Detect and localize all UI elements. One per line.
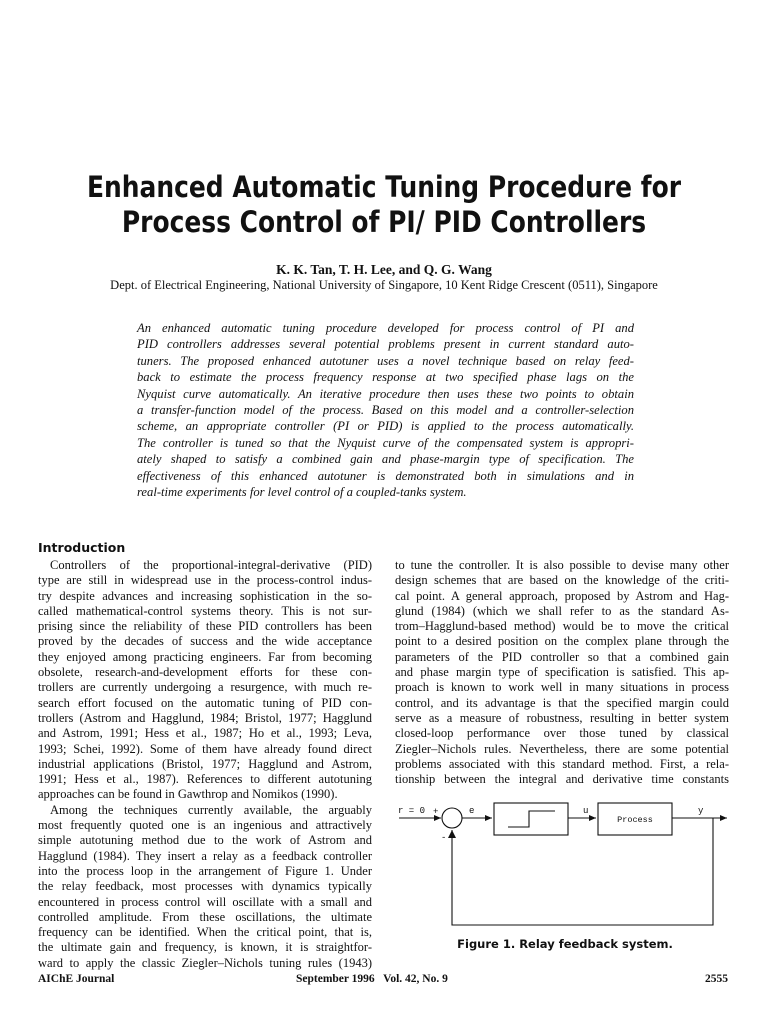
body-line: closed-loop performance over those tuned by classical	[395, 726, 729, 741]
page-number: 2555	[705, 973, 728, 985]
body-line: to tune the controller. It is also possible to devise many other	[395, 558, 729, 572]
abstract-line: Nyquist curve automatically. An iterative procedure then uses these two points to obtain	[137, 386, 634, 401]
body-line: and Astrom, 1991; Hess et al., 1987; Ho et al., 1993; Leva,	[38, 726, 372, 741]
abstract-line: back to estimate the process frequency response at two specified phase lags on the	[137, 370, 634, 385]
body-line: tionship between the integral and derivative time constants	[395, 772, 729, 787]
body-line: 1991; Hess et al., 1987). References to different autotuning	[38, 772, 372, 787]
body-line: Hagglund (1984). They insert a relay as a feedback controller	[38, 848, 372, 863]
body-line: encountered in process control will oscillate with a small and	[38, 894, 372, 909]
issue-info: September 1996 Vol. 42, No. 9	[296, 973, 448, 985]
body-line: trollers are currently undergoing a resurgence, with much re-	[38, 680, 372, 695]
body-line: point to a desired position on the complex plane through the	[395, 634, 729, 649]
body-line: most frequently quoted one is an ingenious and attractively	[38, 818, 372, 833]
relay-feedback-diagram	[395, 768, 735, 936]
body-line: try despite advances and increasing sophistication in the so-	[38, 588, 372, 603]
journal-name: AIChE Journal	[38, 973, 115, 985]
body-line: and phase margin type of specification is satisfied. This ap-	[395, 665, 729, 680]
abstract-line: The controller is tuned so that the Nyquist curve of the compensated system is appropri-	[137, 435, 634, 450]
plus-sign: +	[433, 807, 439, 817]
author-list: K. K. Tan, T. H. Lee, and Q. G. Wang	[276, 262, 492, 277]
body-line: problems associated with this standard method. First, a rela-	[395, 756, 729, 771]
abstract-line: An enhanced automatic tuning procedure developed for process control of PI and	[137, 321, 634, 335]
body-line: simple autotuning method due to the work of Astrom and	[38, 833, 372, 848]
abstract-line: a transfer-function model of the process. Based on this model and a controller-selection	[137, 403, 634, 418]
minus-sign: -	[441, 833, 447, 843]
body-line: prising since the reliability of these PID controllers has been	[38, 619, 372, 634]
body-line: the ultimate gain and frequency, is known, it is straightfor-	[38, 940, 372, 955]
figure-caption: Figure 1. Relay feedback system.	[457, 937, 673, 951]
title-line-2: Process Control of PI/ PID Controllers	[121, 205, 647, 239]
error-label: e	[469, 806, 475, 816]
control-label: u	[583, 806, 589, 816]
abstract-line: PID controllers addresses several potential problems present in current standard auto-	[137, 337, 634, 352]
summing-junction	[442, 808, 462, 828]
body-line: proved by the decades of success and the wide acceptance	[38, 634, 372, 649]
body-line: controlled amplitude. From these oscillations, the ultimate	[38, 909, 372, 924]
body-line: cal point. A general approach, proposed by Astrom and Hag-	[395, 588, 729, 603]
body-line: control, and its advantage is that the specified margin could	[395, 695, 729, 710]
body-line: Controllers of the proportional-integral-derivative (PID)	[50, 558, 372, 572]
abstract-line: scheme, an appropriate controller (PI or PID) is applied to the process automatically.	[137, 419, 634, 434]
body-line: frequency can be identified. When the critical point, that is,	[38, 925, 372, 940]
section-heading-introduction: Introduction	[38, 540, 126, 555]
relay-block	[494, 803, 568, 835]
body-line: ward to apply the classic Ziegler–Nichols tuning rules (1943)	[38, 955, 372, 970]
body-line: industrial applications (Bristol, 1977; Hagglund and Astrom,	[38, 756, 372, 771]
body-line: approaches can be found in Gawthrop and Nomikos (1990).	[38, 787, 338, 802]
reference-label: r = 0	[398, 806, 426, 816]
body-line: called mathematical-control systems theory. This is not sur-	[38, 603, 372, 618]
body-line: glund (1984) (which we shall refer to as the standard As-	[395, 603, 729, 618]
body-line: Ziegler–Nichols rules. Nevertheless, there are some potential	[395, 741, 729, 756]
body-line: obsolete, research-and-development efforts for these con-	[38, 665, 372, 680]
body-column-right	[395, 558, 729, 787]
relay-symbol	[508, 811, 555, 827]
body-line: search effort focused on the automatic tuning of PID con-	[38, 695, 372, 710]
body-line: Among the techniques currently available, the arguably	[50, 802, 372, 817]
affiliation: Dept. of Electrical Engineering, National University of Singapore, 10 Kent Ridge Crescent (0511), Singapore	[110, 278, 658, 292]
body-line: the relay feedback, most processes with dynamics typically	[38, 879, 372, 894]
body-column-left	[38, 558, 372, 971]
body-line: type are still in widespread use in the process-control indus-	[38, 573, 372, 588]
abstract-line: real-time experiments for level control of a coupled-tanks system.	[137, 485, 467, 500]
body-line: serve as a measure of robustness, resulting in better system	[395, 710, 729, 725]
abstract-line: tuners. The proposed enhanced autotuner uses a novel technique based on relay feed-	[137, 353, 634, 368]
title-line-1: Enhanced Automatic Tuning Procedure for	[86, 170, 682, 204]
feedback-arrowhead	[448, 830, 456, 838]
body-line: they enjoyed among practicing engineers. Far from becoming	[38, 649, 372, 664]
body-line: 1993; Schei, 1992). Some of them have already found direct	[38, 741, 372, 756]
body-line: design schemes that are based on the knowledge of the criti-	[395, 573, 729, 588]
feedback-path	[452, 818, 713, 925]
body-line: trollers (Astrom and Hagglund, 1984; Bristol, 1977; Hagglund	[38, 710, 372, 725]
body-line: trom–Hagglund-based method) would be to move the critical	[395, 619, 729, 634]
abstract-line: ately shaped to satisfy a combined gain and phase-margin type of specification. The	[137, 452, 634, 467]
body-line: parameters of the PID controller so that a combined gain	[395, 649, 729, 664]
body-line: into the process loop in the arrangement of Figure 1. Under	[38, 863, 372, 878]
output-label: y	[698, 806, 704, 816]
abstract	[137, 320, 634, 500]
process-label: Process	[617, 815, 653, 825]
body-line: proach is known to work well in many situations in process	[395, 680, 729, 695]
paper-title	[54, 170, 714, 240]
abstract-line: effectiveness of this enhanced autotuner is demonstrated both in simulations and in	[137, 468, 634, 483]
